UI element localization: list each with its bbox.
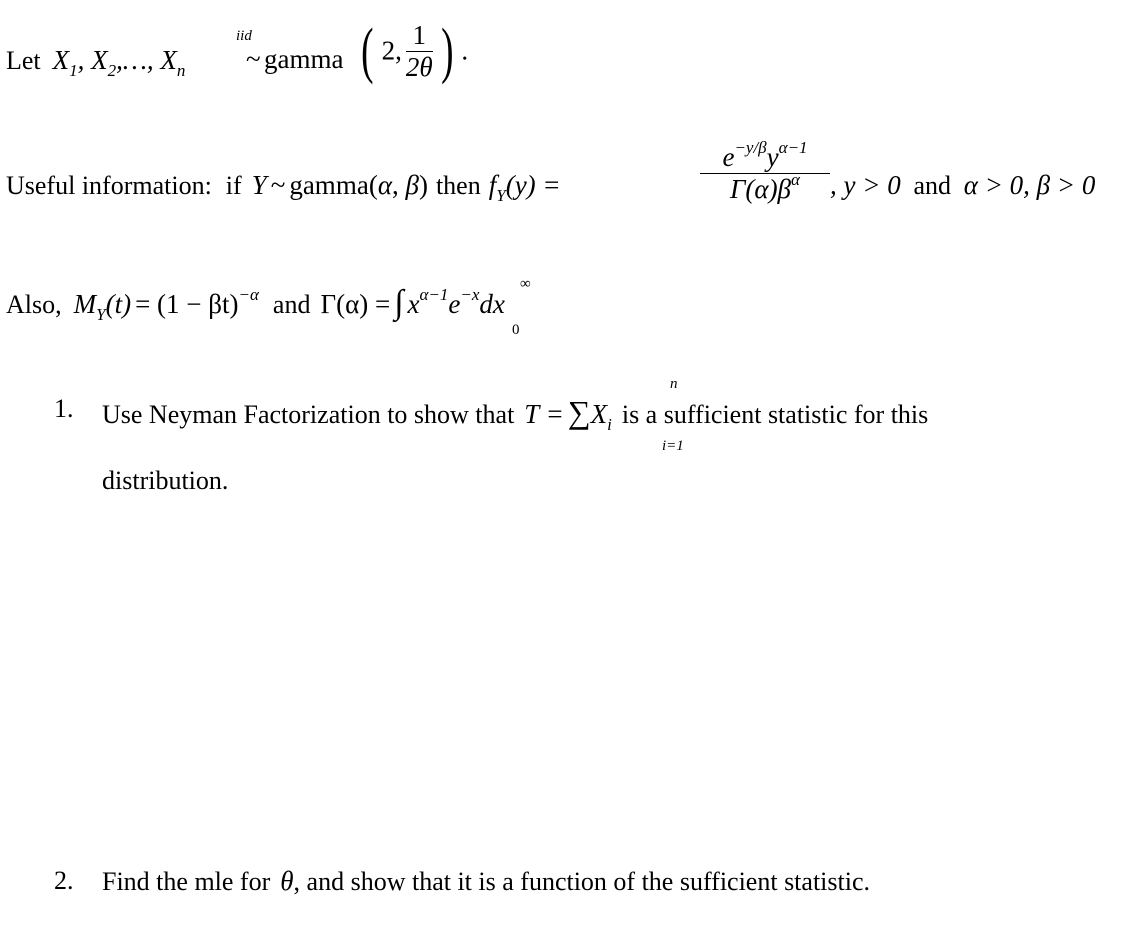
density-denominator: $\Gamma(\alpha)\beta^\alpha$ (730, 170, 800, 204)
q1-line (102, 394, 929, 434)
also-prefix: Also, (6, 290, 62, 319)
useful-gamma: gamma (289, 170, 369, 200)
q1-text-a: Use Neyman Factorization to show that (102, 400, 515, 429)
q1-text-c: distribution. (102, 466, 229, 495)
intro-period: . (461, 35, 469, 66)
intro-let: Let (6, 46, 41, 75)
intro-scale-fraction (405, 19, 433, 82)
sum-sign: ∑ (567, 394, 591, 430)
useful-and: and (913, 171, 952, 200)
useful-gamma-args: (α, β) (368, 170, 428, 200)
q2-text-b: , and show that it is a function of the sufficient statistic. (293, 867, 870, 896)
intro-variables: $X_1$, $X_2,\dots$, $X_n$ (52, 45, 186, 80)
useful-cond-y: , y > 0 (830, 170, 901, 200)
q2-line (102, 866, 870, 897)
q1-text-b: is a sufficient statistic for this (621, 400, 929, 429)
useful-then: then (435, 171, 481, 200)
density-fraction (700, 138, 830, 204)
q1-Xi: $X_i$ (590, 399, 612, 434)
intro-scale-den: 2θ (405, 51, 433, 82)
also-mgf-label: $M_Y(t)$ (73, 289, 132, 324)
intro-scale-num: 1 (412, 19, 427, 50)
integrand: $x^{\alpha-1}e^{-x}dx$ (407, 285, 505, 319)
also-mgf-exp: −α (238, 285, 259, 304)
sum-lower: i=1 (662, 438, 684, 454)
useful-prefix: Useful information: (6, 171, 212, 200)
useful-conditions (830, 170, 1095, 201)
also-line (6, 284, 505, 322)
integral-lower: 0 (512, 322, 520, 338)
q2-number: 2. (54, 866, 74, 895)
intro-line (6, 20, 185, 100)
integral-upper: ∞ (520, 276, 531, 292)
left-paren: ( (361, 17, 374, 85)
useful-cond-params: α > 0, β > 0 (963, 170, 1096, 200)
useful-line (6, 170, 561, 205)
useful-fy: $f_Y(y)$ = (488, 170, 561, 205)
sum-upper: n (670, 376, 678, 392)
also-gamma-def: Γ(α) = (320, 289, 391, 319)
also-and: and (272, 290, 311, 319)
tilde-symbol: ~ (246, 44, 261, 74)
intro-shape: 2, (381, 35, 402, 66)
q2-theta: θ (280, 866, 294, 896)
useful-Y: Y (251, 170, 267, 200)
iid-label: iid (236, 28, 252, 44)
also-mgf: = (1 − βt) (135, 289, 239, 319)
density-numerator: $e^{-y/\beta}y^{\alpha-1}$ (722, 138, 808, 172)
intro-gamma: gamma (264, 44, 344, 74)
right-paren: ) (440, 17, 454, 85)
useful-tilde: ~ (270, 170, 286, 200)
intro-params (357, 17, 469, 100)
q1-number: 1. (54, 394, 74, 423)
useful-if: if (225, 171, 242, 200)
integral-sign: ∫ (394, 284, 404, 321)
q1-T: T = (524, 399, 564, 429)
q2-text-a: Find the mle for (102, 867, 271, 896)
